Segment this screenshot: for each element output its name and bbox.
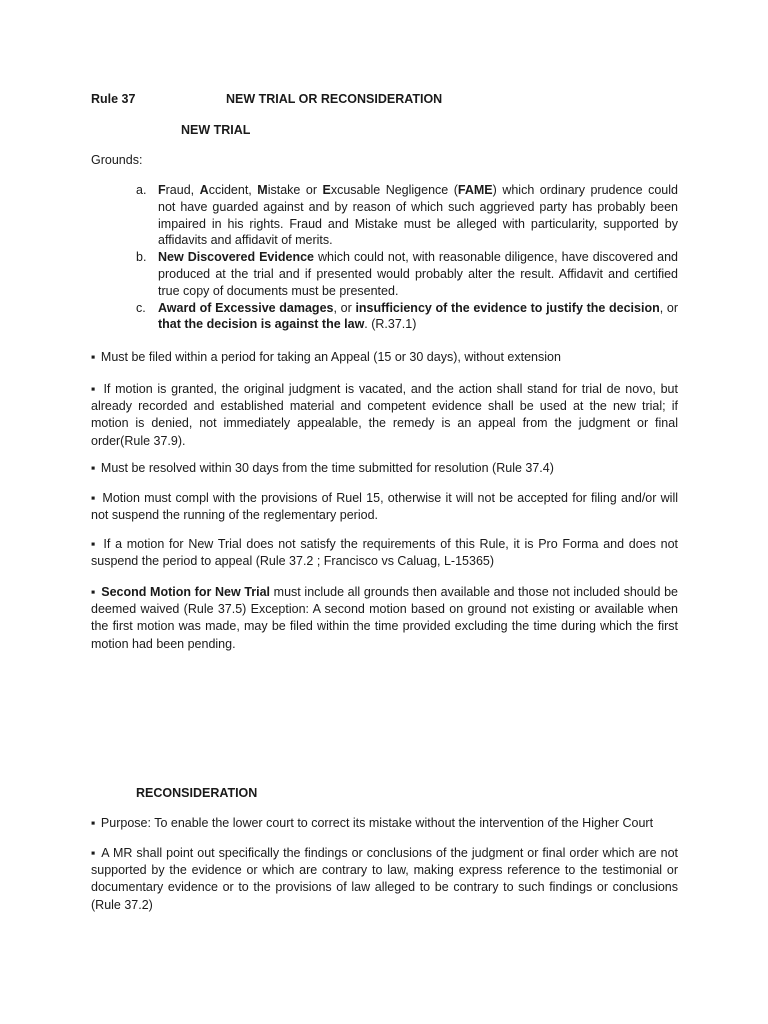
bullet-icon: ▪ — [91, 846, 96, 860]
bullet-icon: ▪ — [91, 350, 96, 364]
section-heading-reconsideration: RECONSIDERATION — [136, 786, 258, 800]
text-run: xcusable Negligence ( — [330, 183, 458, 197]
bullet-icon: ▪ — [91, 816, 96, 830]
paragraph-text — [91, 537, 678, 568]
text-run: Purpose: To enable the lower court to correct its mistake without the intervention of the Higher Court — [97, 816, 654, 830]
bullet-paragraph-rule-15 — [91, 490, 678, 524]
bullet-icon: ▪ — [91, 461, 96, 475]
grounds-item-text — [158, 250, 678, 298]
bold-text-run: Award of Excessive damages — [158, 300, 334, 315]
text-run: must include all grounds then available and those not included should be deemed waived (Rule 37.5) Exception: A second motion based on ground not existing or available when the first motion was made, may be filed within the time provided excluding the time during which the first motion had been pending. — [91, 585, 678, 651]
paragraph-text — [91, 846, 678, 912]
bullet-paragraph-purpose — [91, 815, 678, 832]
bold-text-run: Second Motion for New Trial — [97, 585, 271, 599]
bold-text-run: FAME — [457, 183, 493, 197]
paragraph-text — [97, 461, 553, 475]
bold-text-run: New Discovered Evidence — [158, 250, 314, 265]
text-run: , or — [333, 300, 356, 315]
paragraph-text — [97, 350, 560, 364]
bullet-paragraph-filing-period — [91, 349, 678, 366]
paragraph-text — [91, 491, 678, 522]
text-run: istake or — [267, 183, 323, 197]
list-marker: a. — [136, 183, 147, 197]
grounds-label: Grounds: — [91, 153, 143, 167]
grounds-list — [133, 182, 678, 333]
bold-text-run: that the decision is against the law — [158, 317, 365, 332]
bullet-paragraph-resolution — [91, 460, 678, 477]
bullet-paragraph-mr-requirements — [91, 845, 678, 914]
text-run: which could not, with reasonable diligence, have discovered and produced at the trial and if presented would probably alter the result. Affidavit and certified true copy of documents must be presented. — [158, 250, 678, 298]
list-marker: c. — [136, 300, 146, 315]
paragraph-text — [91, 585, 678, 651]
bullet-icon: ▪ — [91, 491, 97, 505]
grounds-item-text — [158, 183, 678, 247]
text-run: A MR shall point out specifically the findings or conclusions of the judgment or final order which are not supported by the evidence or which are contrary to law, making express reference to the testimonial or documentary evidence or to the provisions of law alleged to be contrary to such findings or conclusions (Rule 37.2) — [91, 846, 678, 912]
text-run: Must be resolved within 30 days from the time submitted for resolution (Rule 37.4) — [97, 461, 554, 475]
text-run: , or — [659, 300, 678, 315]
bullet-icon: ▪ — [91, 537, 97, 551]
bullet-icon: ▪ — [91, 585, 96, 599]
rule-number: Rule 37 — [91, 92, 136, 106]
bold-text-run: E — [322, 183, 331, 197]
grounds-item-text — [158, 301, 678, 332]
text-run: If motion is granted, the original judgment is vacated, and the action shall stand for trial de novo, but already recorded and established material and competent evidence shall be used at the new trial; if motion is denied, not immediately appealable, the remedy is an appeal from the judgment or final order(Rule 37.9). — [91, 382, 678, 448]
bullet-paragraph-second-motion — [91, 584, 678, 653]
text-run: raud, — [165, 183, 200, 197]
bullet-paragraph-pro-forma — [91, 536, 678, 570]
bold-text-run: A — [199, 183, 209, 197]
list-marker: b. — [136, 250, 147, 265]
bold-text-run: F — [158, 183, 166, 197]
page-title: NEW TRIAL OR RECONSIDERATION — [226, 92, 443, 106]
bullet-icon: ▪ — [91, 382, 97, 396]
text-run: Motion must compl with the provisions of Ruel 15, otherwise it will not be accepted for filing and/or will not suspend the running of the reglementary period. — [91, 491, 678, 523]
bullet-paragraph-motion-granted — [91, 381, 678, 450]
section-heading-new-trial: NEW TRIAL — [181, 123, 251, 137]
grounds-item-c — [133, 300, 678, 334]
paragraph-text — [97, 816, 653, 830]
paragraph-text — [91, 382, 678, 448]
grounds-item-b — [133, 249, 678, 299]
text-run: ccident, — [208, 183, 258, 197]
grounds-item-a — [133, 182, 678, 249]
text-run: . (R.37.1) — [364, 317, 417, 332]
bold-text-run: insufficiency of the evidence to justify the decision — [355, 300, 660, 315]
text-run: ) which ordinary prudence could not have guarded against and by reason of which such aggrieved party has probably been impaired in his rights. Fraud and Mistake must be alleged with particularity, supported by affidavits and affidavit of merits. — [158, 183, 678, 248]
text-run: Must be filed within a period for taking an Appeal (15 or 30 days), without extension — [97, 350, 561, 364]
text-run: If a motion for New Trial does not satisfy the requirements of this Rule, it is Pro Forma and does not suspend the period to appeal (Rule 37.2 ; Francisco vs Caluag, L-15365) — [91, 537, 678, 569]
bold-text-run: M — [257, 183, 268, 197]
